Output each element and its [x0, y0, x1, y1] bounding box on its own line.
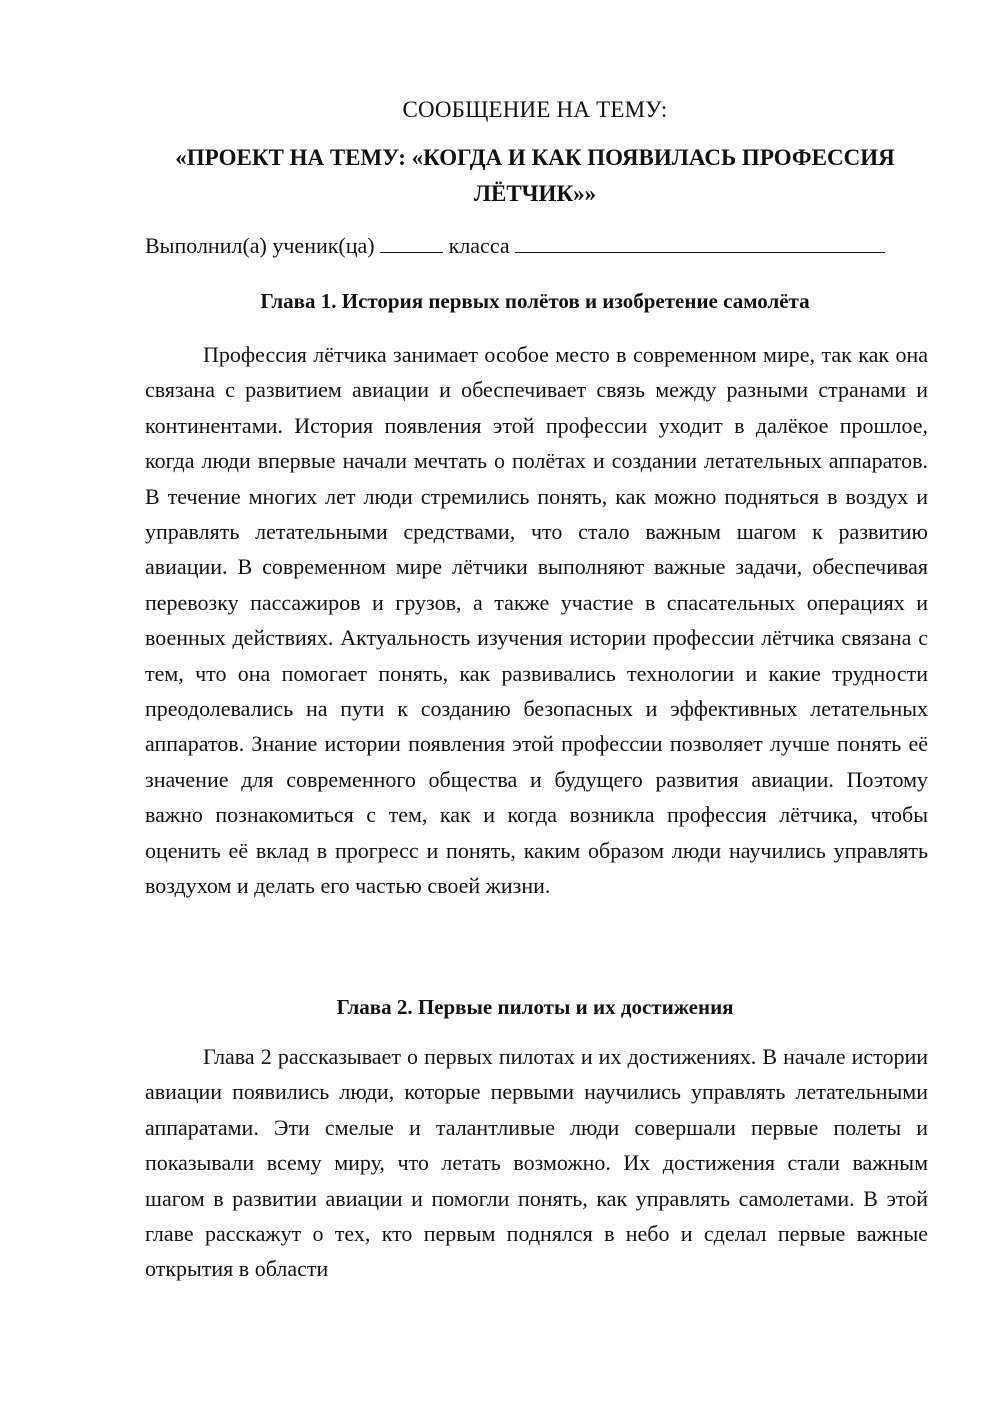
chapter-1-heading: Глава 1. История первых полётов и изобретение самолёта — [260, 289, 810, 313]
chapter-2-paragraph: Глава 2 рассказывает о первых пилотах и их достижениях. В начале истории авиации появились люди, которые первыми научились управлять летательными аппаратами. Эти смелые и талантливые люди совершали первые полеты и показывали всему миру, что летать возможно. Их достижения стали важным шагом в развитии авиации и помогли понять, как управлять самолетами. В этой главе расскажут о тех, кто первым поднялся в небо и сделал первые важные открытия в области — [145, 1044, 928, 1282]
performer-student-label: Выполнил(а) ученик(ца) — [145, 233, 375, 258]
performer-line — [145, 232, 885, 260]
performer-class-label: класса — [448, 233, 510, 258]
student-name-blank — [515, 232, 885, 253]
topic-heading: СООБЩЕНИЕ НА ТЕМУ: — [402, 97, 668, 122]
class-number-blank — [380, 232, 443, 253]
document-title-line-1: «ПРОЕКТ НА ТЕМУ: «КОГДА И КАК ПОЯВИЛАСЬ ПРОФЕССИЯ — [175, 145, 895, 170]
chapter-2-heading: Глава 2. Первые пилоты и их достижения — [336, 995, 734, 1019]
chapter-1-paragraph: Профессия лётчика занимает особое место в современном мире, так как она связана с развитием авиации и обеспечивает связь между разными странами и континентами. История появления этой профессии уходит в далёкое прошлое, когда люди впервые начали мечтать о полётах и создании летательных аппаратов. В течение многих лет люди стремились понять, как можно подняться в воздух и управлять летательными средствами, что стало важным шагом к развитию авиации. В современном мире лётчики выполняют важные задачи, обеспечивая перевозку пассажиров и грузов, а также участие в спасательных операциях и военных действиях. Актуальность изучения истории профессии лётчика связана с тем, что она помогает понять, как развивались технологии и какие трудности преодолевались на пути к созданию безопасных и эффективных летательных аппаратов. Знание истории появления этой профессии позволяет лучше понять её значение для современного общества и будущего развития авиации. Поэтому важно познакомиться с тем, как и когда возникла профессия лётчика, чтобы оценить её вклад в прогресс и понять, каким образом люди научились управлять воздухом и делать его частью своей жизни. — [145, 342, 928, 899]
document-title-line-2: ЛЁТЧИК»» — [473, 181, 597, 206]
